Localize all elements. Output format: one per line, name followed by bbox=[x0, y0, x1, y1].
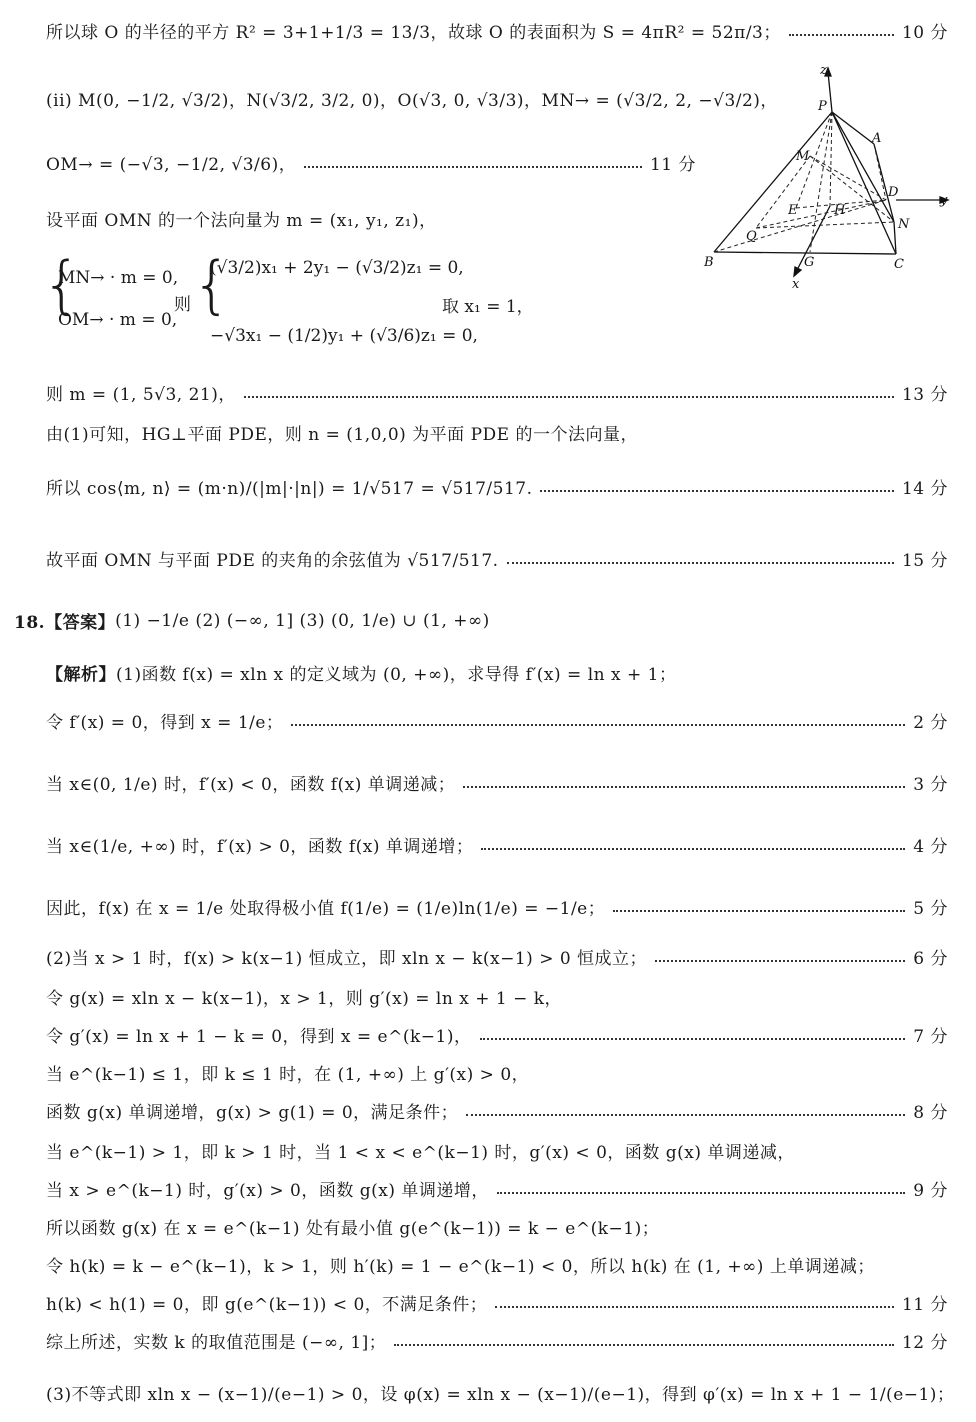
edge-PG bbox=[810, 112, 832, 252]
label-N: N bbox=[898, 217, 910, 232]
edge-PB bbox=[714, 112, 832, 252]
edge-MN bbox=[810, 156, 894, 222]
solution-line bbox=[46, 150, 696, 175]
solution-line bbox=[46, 944, 948, 969]
solution-line bbox=[46, 894, 948, 919]
edge-AD bbox=[874, 144, 886, 200]
score-label: 2 分 bbox=[913, 713, 948, 733]
line-text: 当 e^(k−1) > 1，即 k > 1 时，当 1 < x < e^(k−1) 时，g′(x) < 0，函数 g(x) 单调递减， bbox=[46, 1143, 795, 1163]
edge-QN bbox=[756, 222, 894, 228]
solution-line bbox=[46, 1290, 948, 1315]
edge-PH bbox=[830, 112, 832, 206]
line-text: 当 x∈(0, 1/e) 时，f′(x) < 0，函数 f(x) 单调递减； bbox=[46, 775, 456, 795]
dot-leader bbox=[304, 166, 642, 168]
line-text: 所以球 O 的半径的平方 R² = 3+1+1/3 = 13/3，故球 O 的表面积为 S = 4πR² = 52π/3； bbox=[46, 23, 781, 43]
label-x: x bbox=[792, 277, 800, 292]
line-text: 令 f′(x) = 0，得到 x = 1/e； bbox=[46, 713, 284, 733]
line-text: 由(1)可知，HG⊥平面 PDE，则 n = (1,0,0) 为平面 PDE 的一个法向量， bbox=[46, 425, 638, 445]
system-eq1: (√3/2)x₁ + 2y₁ − (√3/2)z₁ = 0, bbox=[210, 258, 464, 278]
line-text: OM→ = (−√3, −1/2, √3/6)， bbox=[46, 155, 297, 175]
system-then: 则 bbox=[174, 295, 191, 315]
label-B: B bbox=[704, 255, 714, 270]
solution-line bbox=[46, 708, 948, 733]
z-axis bbox=[828, 72, 832, 112]
score-label: 12 分 bbox=[901, 1333, 948, 1353]
dot-leader bbox=[613, 910, 905, 912]
solution-line bbox=[46, 420, 948, 445]
edge-PA bbox=[832, 112, 874, 144]
dot-leader bbox=[540, 490, 893, 492]
solution-line bbox=[46, 1098, 948, 1123]
line-text: 所以函数 g(x) 在 x = e^(k−1) 处有最小值 g(e^(k−1)) = k − e^(k−1)； bbox=[46, 1219, 660, 1239]
answer-line bbox=[14, 608, 948, 633]
system-eq2: −√3x₁ − (1/2)y₁ + (√3/6)z₁ = 0, bbox=[210, 326, 478, 346]
line-text: (3)不等式即 xln x − (x−1)/(e−1) > 0，设 φ(x) = xln x − (x−1)/(e−1)，得到 φ′(x) = ln x + 1 − 1/(e−1)； bbox=[46, 1385, 955, 1405]
line-text: 因此，f(x) 在 x = 1/e 处取得极小值 f(1/e) = (1/e)ln(1/e) = −1/e； bbox=[46, 899, 606, 919]
score-label: 8 分 bbox=[913, 1103, 948, 1123]
system-left-eq2: OM→ · m = 0, bbox=[58, 310, 178, 330]
solution-line bbox=[46, 1022, 948, 1047]
dot-leader bbox=[244, 396, 894, 398]
dot-leader bbox=[507, 562, 894, 564]
score-label: 5 分 bbox=[913, 899, 948, 919]
label-M: M bbox=[796, 149, 810, 164]
line-text: 综上所述，实数 k 的取值范围是 (−∞, 1]； bbox=[46, 1333, 387, 1353]
line-text: h(k) < h(1) = 0，即 g(e^(k−1)) < 0，不满足条件； bbox=[46, 1295, 488, 1315]
line-text: 令 h(k) = k − e^(k−1)，k > 1，则 h′(k) = 1 − e^(k−1) < 0，所以 h(k) 在 (1, +∞) 上单调递减； bbox=[46, 1257, 875, 1277]
score-label: 9 分 bbox=[913, 1181, 948, 1201]
line-text: (ii) M(0, −1/2, √3/2)，N(√3/2, 3/2, 0)，O(√3, 0, √3/3)，MN→ = (√3/2, 2, −√3/2)， bbox=[46, 91, 778, 111]
dot-leader bbox=[291, 724, 905, 726]
right-brace: { bbox=[192, 248, 232, 321]
solution-line bbox=[46, 86, 778, 111]
dot-leader bbox=[463, 786, 905, 788]
solution-line bbox=[46, 380, 948, 405]
dot-leader bbox=[655, 960, 905, 962]
line-text: (2)当 x > 1 时，f(x) > k(x−1) 恒成立，即 xln x − k(x−1) > 0 恒成立； bbox=[46, 949, 648, 969]
answer-label: 18.【答案】 bbox=[14, 613, 116, 633]
label-A: A bbox=[872, 131, 882, 146]
label-Q: Q bbox=[746, 229, 757, 244]
x-axis-arrow bbox=[794, 267, 801, 276]
solution-line bbox=[46, 1176, 948, 1201]
line-text: 令 g(x) = xln x − k(x−1)，x > 1，则 g′(x) = ln x + 1 − k， bbox=[46, 989, 563, 1009]
pyramid-figure bbox=[700, 62, 960, 292]
solution-line bbox=[46, 984, 948, 1009]
dot-leader bbox=[480, 1038, 906, 1040]
line-text: 令 g′(x) = ln x + 1 − k = 0，得到 x = e^(k−1)， bbox=[46, 1027, 472, 1047]
solution-line bbox=[46, 1138, 948, 1163]
line-text: 故平面 OMN 与平面 PDE 的夹角的余弦值为 √517/517. bbox=[46, 551, 499, 571]
score-label: 3 分 bbox=[913, 775, 948, 795]
dot-leader bbox=[495, 1306, 894, 1308]
dot-leader bbox=[481, 848, 905, 850]
system-take: 取 x₁ = 1， bbox=[442, 297, 534, 317]
score-label: 11 分 bbox=[901, 1295, 948, 1315]
score-label: 7 分 bbox=[913, 1027, 948, 1047]
score-label: 6 分 bbox=[913, 949, 948, 969]
score-label: 11 分 bbox=[649, 155, 696, 175]
solution-line bbox=[46, 546, 948, 571]
analysis-line bbox=[46, 660, 948, 685]
line-text: 当 x∈(1/e, +∞) 时，f′(x) > 0，函数 f(x) 单调递增； bbox=[46, 837, 474, 857]
solution-line bbox=[46, 1214, 948, 1239]
score-label: 13 分 bbox=[901, 385, 948, 405]
answer-text: (1) −1/e (2) (−∞, 1] (3) (0, 1/e) ∪ (1, +∞) bbox=[115, 610, 490, 631]
label-H: H bbox=[834, 203, 846, 218]
system-left-eq1: MN→ · m = 0, bbox=[58, 268, 179, 288]
score-label: 10 分 bbox=[901, 23, 948, 43]
label-z: z bbox=[820, 63, 827, 78]
score-label: 4 分 bbox=[913, 837, 948, 857]
solution-line bbox=[46, 1328, 948, 1353]
label-P: P bbox=[818, 99, 827, 114]
dot-leader bbox=[497, 1192, 905, 1194]
dot-leader bbox=[466, 1114, 905, 1116]
dot-leader bbox=[394, 1344, 894, 1346]
edge-PC bbox=[832, 112, 896, 254]
label-E: E bbox=[788, 203, 798, 218]
analysis-text: (1)函数 f(x) = xln x 的定义域为 (0, +∞)，求导得 f′(x) = ln x + 1； bbox=[116, 665, 677, 685]
solution-line bbox=[46, 1380, 955, 1405]
solution-line bbox=[46, 1252, 948, 1277]
analysis-label: 【解析】 bbox=[46, 665, 116, 685]
line-text: 则 m = (1, 5√3, 21)， bbox=[46, 385, 236, 405]
line-text: 函数 g(x) 单调递增，g(x) > g(1) = 0，满足条件； bbox=[46, 1103, 459, 1123]
score-label: 14 分 bbox=[901, 479, 948, 499]
dot-leader bbox=[789, 34, 894, 36]
label-G: G bbox=[804, 255, 815, 270]
label-C: C bbox=[894, 257, 904, 272]
score-label: 15 分 bbox=[901, 551, 948, 571]
solution-line bbox=[46, 770, 948, 795]
label-D: D bbox=[888, 185, 899, 200]
solution-line bbox=[46, 474, 948, 499]
line-text: 所以 cos⟨m, n⟩ = (m·n)/(|m|·|n|) = 1/√517 = √517/517. bbox=[46, 479, 533, 499]
line-text: 当 e^(k−1) ≤ 1，即 k ≤ 1 时，在 (1, +∞) 上 g′(x) > 0， bbox=[46, 1065, 530, 1085]
solution-line bbox=[46, 1060, 948, 1085]
solution-line bbox=[46, 206, 656, 231]
line-text: 当 x > e^(k−1) 时，g′(x) > 0，函数 g(x) 单调递增， bbox=[46, 1181, 489, 1201]
line-text: 设平面 OMN 的一个法向量为 m = (x₁, y₁, z₁)， bbox=[46, 211, 437, 231]
solution-line bbox=[46, 18, 948, 43]
left-brace: { bbox=[42, 248, 82, 321]
solution-line bbox=[46, 832, 948, 857]
label-y: y bbox=[940, 193, 948, 208]
